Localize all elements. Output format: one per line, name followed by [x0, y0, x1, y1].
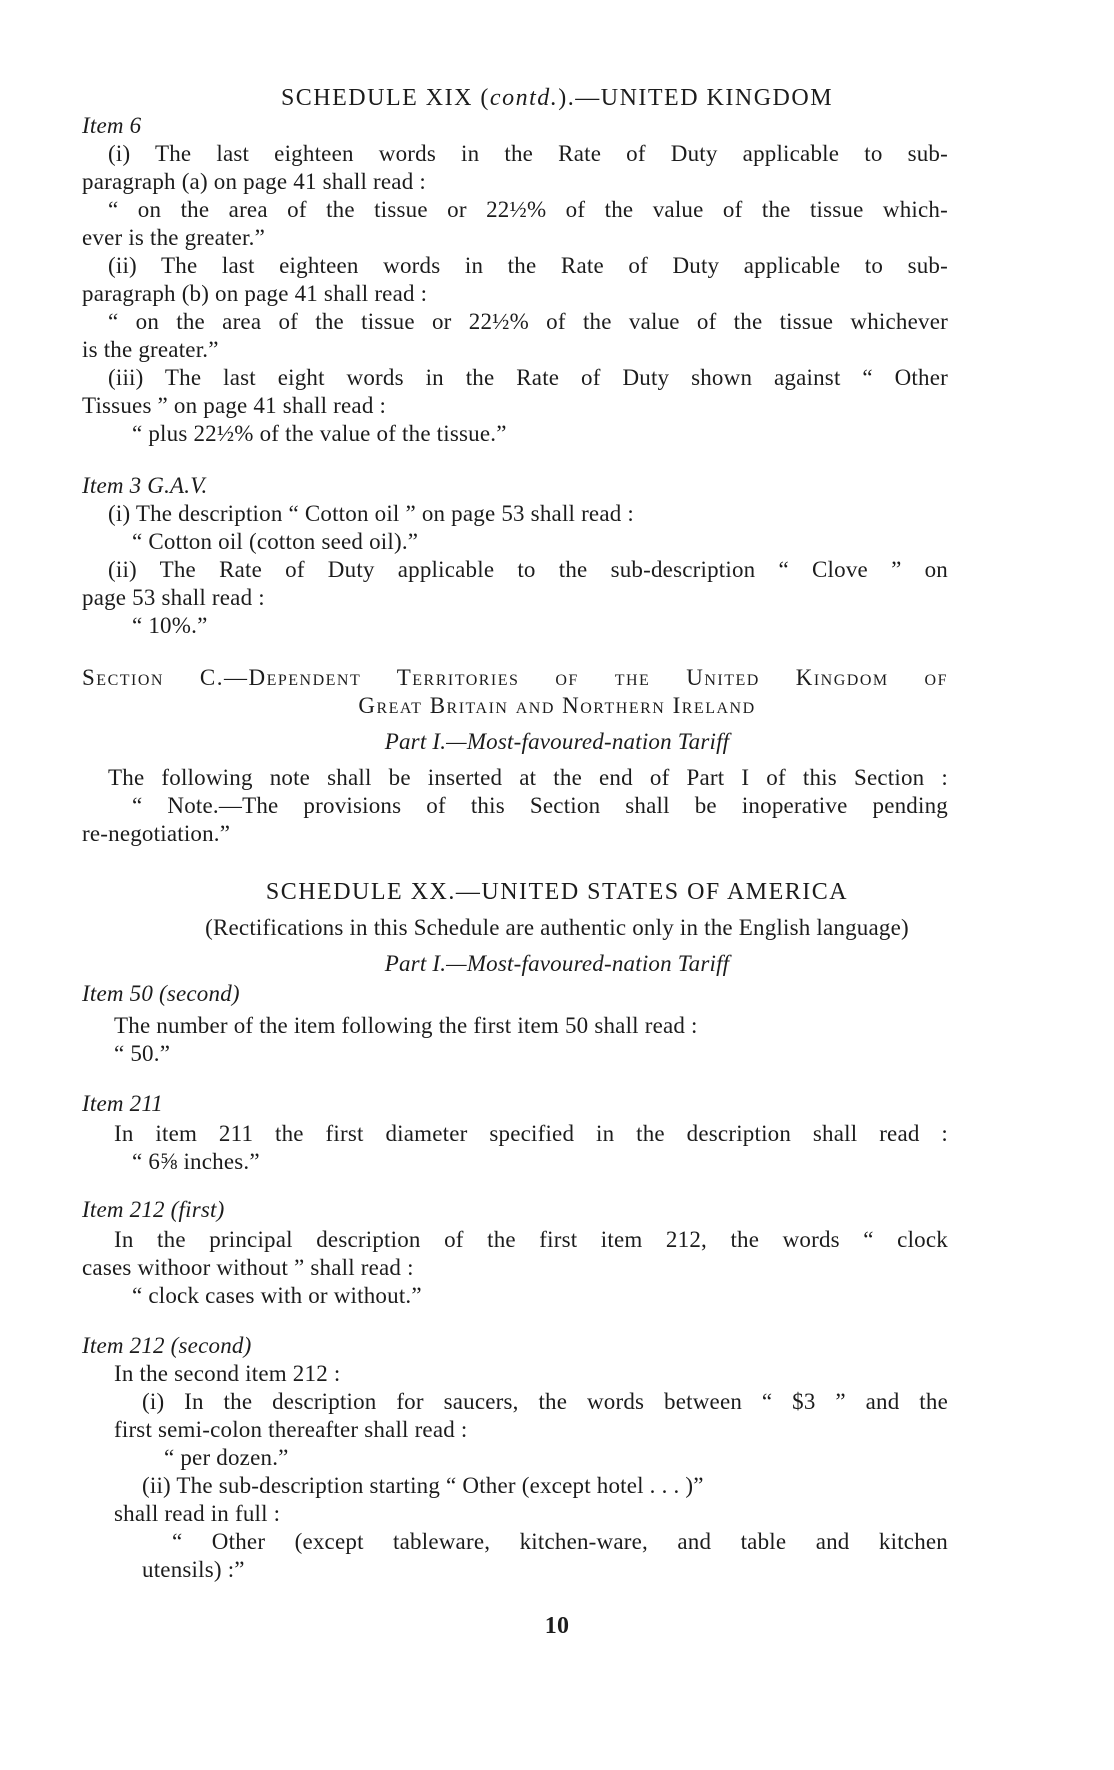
- item-6-line: paragraph (a) on page 41 shall read :: [82, 169, 426, 194]
- section-c-part-title: Part I.—Most-favoured-nation Tariff: [384, 729, 730, 754]
- item-211-line: In item 211 the first diameter specified in the description shall read :: [114, 1121, 948, 1146]
- item-212-second-line: (i) In the description for saucers, the words between “ $3 ” and the: [142, 1389, 948, 1414]
- item-6-line: paragraph (b) on page 41 shall read :: [82, 281, 428, 306]
- item-3-line: “ Cotton oil (cotton seed oil).”: [132, 529, 419, 554]
- item-212-second-label: Item 212 (second): [82, 1333, 252, 1358]
- item-3-line: page 53 shall read :: [82, 585, 265, 610]
- item-212-second-line: utensils) :”: [142, 1557, 245, 1582]
- item-6-line: (i) The last eighteen words in the Rate of Duty applicable to sub-: [108, 141, 948, 166]
- heading-part: SCHEDULE XIX (: [280, 85, 490, 111]
- section-c-line: re-negotiation.”: [82, 821, 231, 846]
- item-212-first-label: Item 212 (first): [82, 1197, 225, 1222]
- item-6-line: “ plus 22½% of the value of the tissue.”: [132, 421, 507, 446]
- item-212-second-line: (ii) The sub-description starting “ Other (except hotel . . . )”: [142, 1473, 704, 1498]
- heading-contd: contd.: [489, 85, 559, 111]
- item-6-line: “ on the area of the tissue or 22½% of the value of the tissue whichever: [108, 309, 948, 334]
- page-number: 10: [544, 1613, 570, 1639]
- schedule-xix-heading: [0, 84, 1114, 112]
- item-211-label: Item 211: [82, 1091, 164, 1116]
- item-3-label: Item 3 G.A.V.: [82, 473, 208, 498]
- item-211-line: “ 6⅝ inches.”: [132, 1149, 260, 1174]
- item-212-first-line: cases withoor without ” shall read :: [82, 1255, 414, 1280]
- item-212-second-line: first semi-colon thereafter shall read :: [114, 1417, 468, 1442]
- item-6-line: (ii) The last eighteen words in the Rate of Duty applicable to sub-: [108, 253, 948, 278]
- item-212-first-line: In the principal description of the first item 212, the words “ clock: [114, 1227, 948, 1252]
- item-3-line: (i) The description “ Cotton oil ” on page 53 shall read :: [108, 501, 634, 526]
- item-50-line: “ 50.”: [114, 1041, 171, 1066]
- item-212-second-line: shall read in full :: [114, 1501, 281, 1526]
- item-3-line: (ii) The Rate of Duty applicable to the sub-description “ Clove ” on: [108, 557, 948, 582]
- item-6-line: ever is the greater.”: [82, 225, 265, 250]
- item-212-second-line: “ Other (except tableware, kitchen-ware, and table and kitchen: [172, 1529, 948, 1554]
- item-6-line: Tissues ” on page 41 shall read :: [82, 393, 387, 418]
- section-c-line: The following note shall be inserted at the end of Part I of this Section :: [108, 765, 948, 790]
- section-c-heading-line2: Great Britain and Northern Ireland: [358, 693, 756, 718]
- item-6-line: is the greater.”: [82, 337, 219, 362]
- item-212-first-line: “ clock cases with or without.”: [132, 1283, 422, 1308]
- item-3-line: “ 10%.”: [132, 613, 208, 638]
- heading-part: ).—UNITED KINGDOM: [558, 85, 834, 111]
- item-212-second-line: In the second item 212 :: [114, 1361, 341, 1386]
- section-c-heading: Section C.—Dependent Territories of the United Kingdom of: [82, 665, 948, 690]
- item-6-line: (iii) The last eight words in the Rate of Duty shown against “ Other: [108, 365, 948, 390]
- item-6-line: “ on the area of the tissue or 22½% of the value of the tissue which-: [108, 197, 948, 222]
- item-6-label: Item 6: [82, 113, 142, 138]
- item-50-label: Item 50 (second): [82, 981, 240, 1006]
- item-212-second-line: “ per dozen.”: [164, 1445, 289, 1470]
- item-50-line: The number of the item following the first item 50 shall read :: [114, 1013, 698, 1038]
- schedule-xx-note: (Rectifications in this Schedule are authentic only in the English language): [205, 915, 909, 940]
- schedule-xx-heading: SCHEDULE XX.—UNITED STATES OF AMERICA: [265, 879, 849, 905]
- section-c-line: “ Note.—The provisions of this Section shall be inoperative pending: [132, 793, 948, 818]
- schedule-xx-part-title: Part I.—Most-favoured-nation Tariff: [384, 951, 730, 976]
